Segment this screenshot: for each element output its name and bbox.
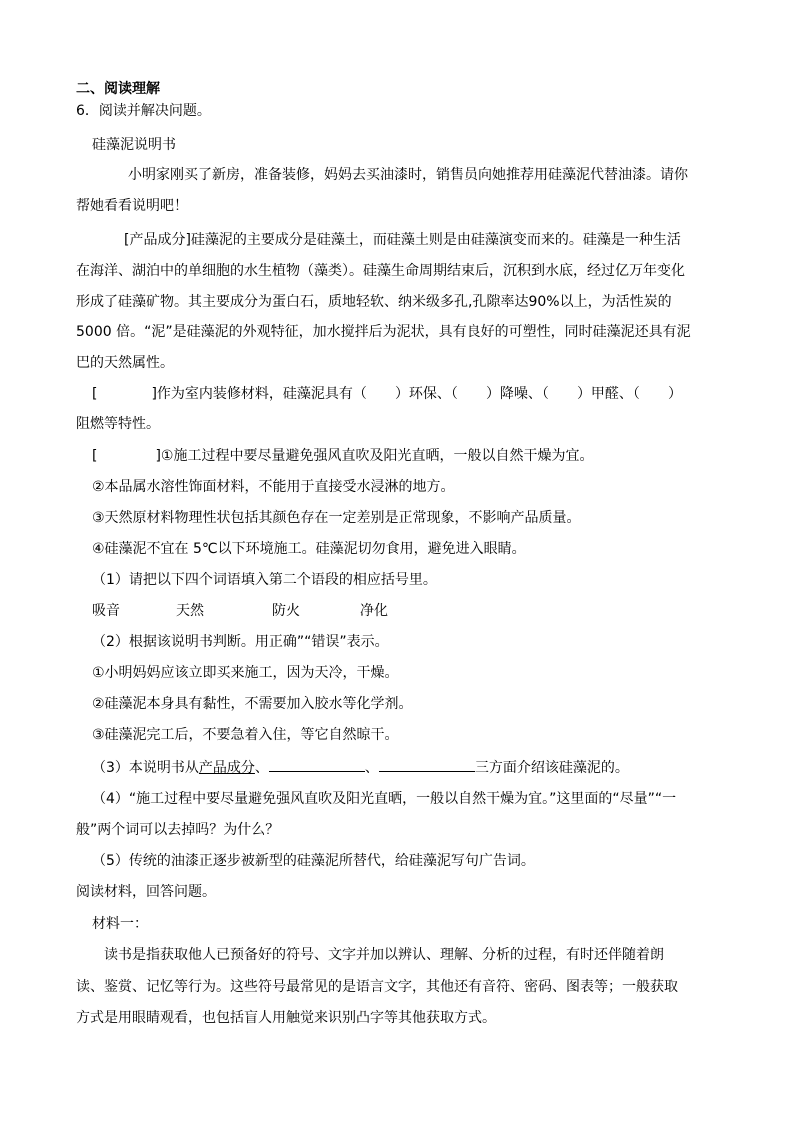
question-4-line-2: 般”两个词可以去掉吗？为什么？: [76, 822, 280, 838]
paragraph-5: ②本品属水溶性饰面材料，不能用于直接受水浸淋的地方。: [92, 479, 455, 495]
bracket-open: [: [92, 448, 98, 464]
answer-blank[interactable]: [379, 757, 475, 772]
paragraph-7: ④硅藻泥不宜在 5℃以下环境施工。硅藻泥切勿食用，避免进入眼睛。: [92, 541, 526, 557]
bracket-open: [: [92, 386, 98, 402]
question-1: （1）请把以下四个词语填入第二个语段的相应括号里。: [92, 572, 437, 588]
reading-intro: 阅读材料，回答问题。: [76, 884, 216, 900]
question-6-intro: 6．阅读并解决问题。: [76, 103, 211, 119]
question-4-line-1: （4）“施工过程中要尽量避免强风直吹及阳光直晒，一般以自然干燥为宜。”这里面的“尽量”“一: [92, 791, 677, 807]
paragraph-3-line-2: 阻燃等特性。: [76, 416, 160, 432]
section-title: 二、阅读理解: [76, 81, 160, 97]
question-3: [92, 757, 629, 778]
question-2-item-3: ③硅藻泥完工后，不要急着入住，等它自然晾干。: [92, 727, 399, 743]
material-1-line-2: 读、鉴赏、记忆等行为。这些符号最常见的是语言文字，其他还有音符、密码、图表等；一般获取: [76, 979, 678, 995]
paragraph-3-text-e: ）甲醛、（: [576, 386, 640, 402]
material-1-label: 材料一：: [92, 916, 148, 932]
paragraph-3-text-b: ]作为室内装修材料，硅藻泥具有（: [151, 386, 367, 402]
question-2: （2）根据该说明书判断。用正确”“错误”表示。: [92, 634, 389, 650]
paragraph-1-line-2: 帮她看看说明吧！: [76, 198, 188, 214]
paragraph-2-line-1: [产品成分]硅藻泥的主要成分是硅藻土，而硅藻土则是由硅藻演变而来的。硅藻是一种生活: [124, 232, 681, 248]
paragraph-2-line-3: 形成了硅藻矿物。其主要成分为蛋白石，质地轻软、纳米级多孔,孔隙率达90%以上，为活性炭的: [76, 294, 672, 310]
paragraph-6: ③天然原材料物理性状包括其颜色存在一定差别是正常现象，不影响产品质量。: [92, 510, 581, 526]
paragraph-2-line-4: 5000 倍。“泥”是硅藻泥的外观特征，加水搅拌后为泥状，具有良好的可塑性，同时硅藻泥还具有泥: [76, 324, 691, 340]
paragraph-4-text: ]①施工过程中要尽量避免强风直吹及阳光直晒，一般以自然干燥为宜。: [155, 448, 594, 464]
paragraph-2-line-2: 在海洋、湖泊中的单细胞的水生植物（藻类）。硅藻生命周期结束后，沉积到水底，经过亿万年变化: [76, 263, 685, 279]
paragraph-3-line-1: [92, 384, 682, 404]
question-3-prefix: （3）本说明书从: [92, 760, 199, 776]
paragraph-1-line-1: 小明家刚买了新房，准备装修，妈妈去买油漆时，销售员向她推荐用硅藻泥代替油漆。请你: [128, 167, 688, 183]
doc-title: 硅藻泥说明书: [92, 137, 176, 153]
question-3-suffix: 三方面介绍该硅藻泥的。: [474, 760, 629, 776]
paragraph-3-text-f: ）: [667, 386, 682, 402]
paragraph-4: [92, 446, 593, 466]
question-3-sep-1: 、: [254, 760, 269, 776]
material-1-line-3: 方式是用眼睛观看，也包括盲人用触觉来识别凸字等其他获取方式。: [76, 1010, 496, 1026]
question-2-item-2: ②硅藻泥本身具有黏性，不需要加入胶水等化学剂。: [92, 696, 413, 712]
word-list: [92, 601, 388, 621]
paragraph-2-line-5: 巴的天然属性。: [76, 355, 174, 371]
word-item: 防火: [272, 603, 300, 619]
question-3-sep-2: 、: [364, 760, 379, 776]
word-item: 吸音: [92, 603, 120, 619]
paragraph-3-text-d: ）降噪、（: [485, 386, 549, 402]
answer-blank[interactable]: [269, 757, 365, 772]
paragraph-3-text-c: ）环保、（: [394, 386, 458, 402]
material-1-line-1: 读书是指获取他人已预备好的符号、文字并加以辨认、理解、分析的过程，有时还伴随着朗: [104, 947, 664, 963]
question-3-answer-1: 产品成分: [198, 760, 255, 776]
question-5: （5）传统的油漆正逐步被新型的硅藻泥所替代，给硅藻泥写句广告词。: [92, 853, 535, 869]
word-item: 净化: [360, 603, 388, 619]
question-2-item-1: ①小明妈妈应该立即买来施工，因为天冷，干燥。: [92, 665, 399, 681]
word-item: 天然: [176, 603, 204, 619]
